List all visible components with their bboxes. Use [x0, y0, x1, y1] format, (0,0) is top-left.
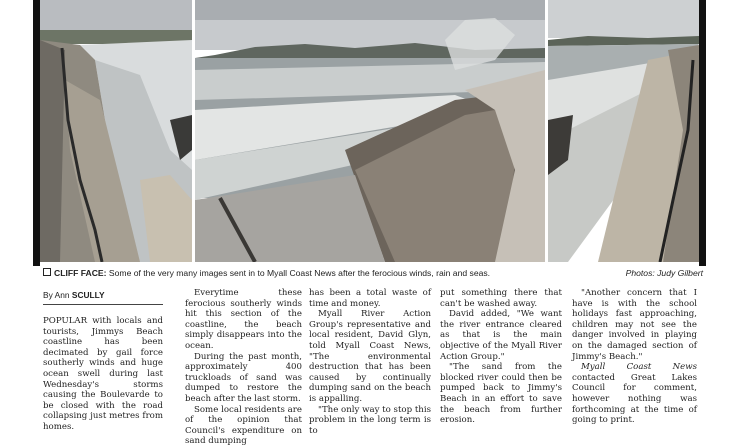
article-paragraph: "Another concern that I have is with the school holidays fast approaching, children may not see the danger involved in playing on the damaged section of Jimmy's Beach." — [572, 288, 697, 362]
article-column-4 — [440, 288, 562, 426]
byline-prefix: By Ann — [43, 290, 70, 300]
article-column-3 — [309, 288, 431, 436]
checkbox-bullet-icon — [43, 268, 51, 276]
photo-left-eroded-bank — [40, 0, 192, 262]
photo-border-left — [33, 0, 40, 266]
caption-label: CLIFF FACE: — [54, 268, 107, 278]
article-paragraph: Some local residents are of the opinion that Council's expenditure on sand dumping — [185, 404, 302, 447]
caption-text: Some of the very many images sent in to Myall Coast News after the ferocious winds, rain and seas. — [108, 268, 491, 278]
article-column-2 — [185, 288, 302, 447]
byline — [43, 290, 163, 305]
article-column-5 — [572, 288, 697, 426]
article-paragraph: has been a total waste of time and money. — [309, 288, 431, 309]
article-text: contacted Great Lakes Council for comment, however nothing was forthcoming at the time of going to print. — [572, 372, 697, 426]
article-paragraph: "The sand from the blocked river could then be pumped back to Jimmy's Beach in an effort to save the beach from further erosion. — [440, 362, 562, 426]
publication-name: Myall Coast News — [581, 362, 697, 373]
byline-surname: SCULLY — [71, 290, 105, 300]
article-paragraph: put something there that can't be washed away. — [440, 288, 562, 309]
article-paragraph: David added, "We want the river entrance cleared as that is the main objective of the Myall River Action Group." — [440, 309, 562, 362]
article-paragraph: During the past month, approximately 400 truckloads of sand was dumped to restore the beach after the last storm. — [185, 351, 302, 404]
article-paragraph: Myall River Action Group's representative and local resident, David Glyn, told Myall Coast News, "The environmental destruction that has been caused by continually dumping sand on the beach is appalling. — [309, 309, 431, 404]
article-paragraph — [572, 362, 697, 426]
article-paragraph: Everytime these ferocious southerly winds hit this section of the coastline, the beach simply disappears into the ocean. — [185, 288, 302, 351]
photo-border-right — [699, 0, 706, 266]
photo-caption — [43, 266, 703, 280]
photo-center-surf-and-dune — [195, 0, 545, 262]
article-column-1 — [43, 290, 163, 433]
photo-credit: Photos: Judy Gilbert — [625, 268, 703, 278]
photo-right-beach-wall — [548, 0, 699, 262]
article-paragraph: POPULAR with locals and tourists, Jimmys Beach coastline has been decimated by gail force southerly winds and huge ocean swell during last Wednesday's storms causing the Boulevarde to be closed with the road collapsing just metres from homes. — [43, 316, 163, 432]
article-paragraph: "The only way to stop this problem in the long term is to — [309, 404, 431, 436]
